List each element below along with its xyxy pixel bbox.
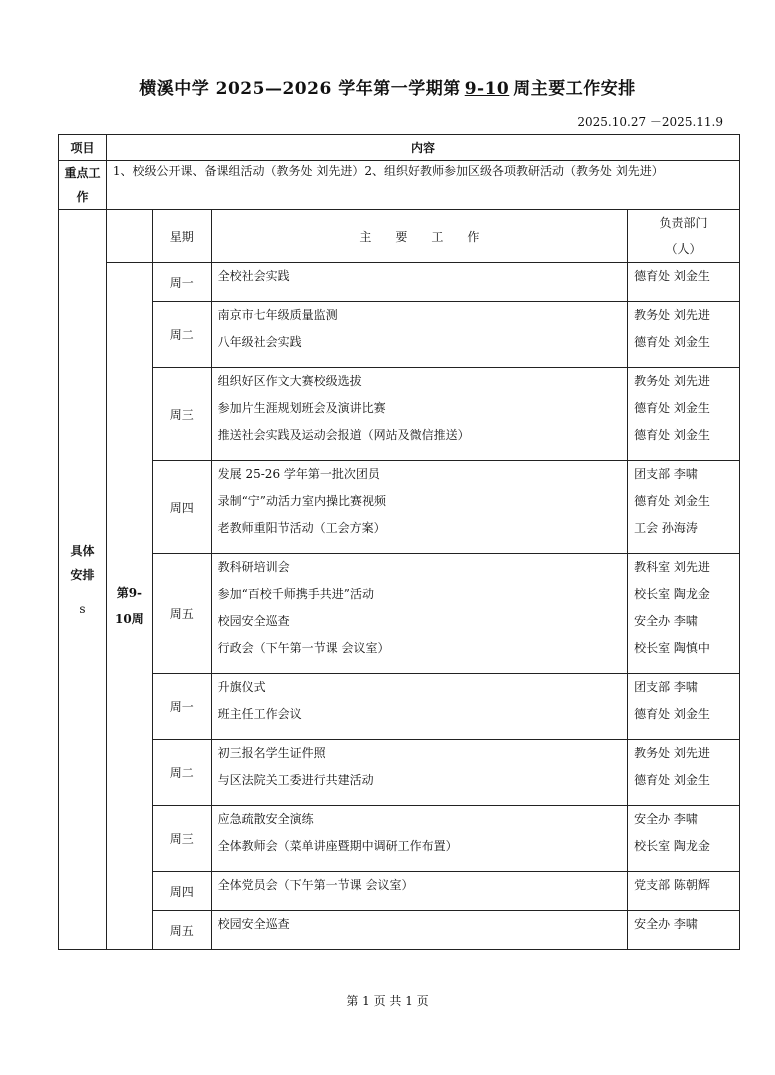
detail-label-cell — [59, 210, 107, 950]
work-item: 初三报名学生证件照 — [217, 746, 326, 760]
work-item: 校园安全巡查 — [217, 614, 290, 628]
work-item: 与区法院关工委进行共建活动 — [217, 773, 374, 787]
dept-cell — [628, 461, 740, 554]
dept-cell — [628, 674, 740, 740]
work-item: 升旗仪式 — [217, 680, 266, 694]
dept-cell — [628, 740, 740, 806]
key-work-row — [59, 161, 740, 210]
work-cell — [211, 911, 627, 950]
work-cell — [211, 461, 627, 554]
dept-item: 教科室 刘先进 — [634, 560, 710, 574]
col-dept — [628, 210, 740, 263]
dept-item: 德育处 刘金生 — [634, 494, 710, 508]
dept-item: 教务处 刘先进 — [634, 374, 710, 388]
day-row — [59, 263, 740, 302]
work-item: 全校社会实践 — [217, 269, 290, 283]
work-cell — [211, 554, 627, 674]
day-row — [59, 554, 740, 674]
dept-item: 教务处 刘先进 — [634, 308, 710, 322]
work-item: 组织好区作文大赛校级选拔 — [217, 374, 362, 388]
weekday-cell: 周一 — [152, 263, 211, 302]
page-footer: 第 1 页 共 1 页 — [346, 994, 429, 1008]
title-prefix: 横溪中学 2025—2026 学年第一学期第 — [139, 79, 461, 99]
work-item: 推送社会实践及运动会报道（网站及微信推送） — [217, 428, 470, 442]
subheader-blank — [106, 210, 152, 263]
detail-label: 具体安排 — [70, 543, 95, 582]
weekday-cell: 周四 — [152, 461, 211, 554]
day-row — [59, 872, 740, 911]
dept-cell — [628, 554, 740, 674]
dept-item: 安全办 李啸 — [634, 917, 698, 931]
week-label: 第9-10周 — [115, 586, 144, 626]
work-cell — [211, 302, 627, 368]
dept-cell — [628, 302, 740, 368]
day-row — [59, 368, 740, 461]
day-row — [59, 302, 740, 368]
work-cell — [211, 872, 627, 911]
week-label-cell — [106, 263, 152, 950]
dept-item: 德育处 刘金生 — [634, 773, 710, 787]
dept-cell — [628, 911, 740, 950]
dept-item: 团支部 李啸 — [634, 467, 698, 481]
dept-cell — [628, 872, 740, 911]
day-row — [59, 674, 740, 740]
work-item: 行政会（下午第一节课 会议室） — [217, 641, 390, 655]
work-item: 参加“百校千师携手共进”活动 — [217, 587, 374, 601]
work-item: 教科研培训会 — [217, 560, 290, 574]
dept-item: 德育处 刘金生 — [634, 269, 710, 283]
work-item: 录制“宁”动活力室内操比赛视频 — [217, 494, 386, 508]
col-dept-label: 负责部门（人） — [659, 216, 708, 256]
work-item: 老教师重阳节活动（工会方案） — [217, 521, 386, 535]
dept-item: 安全办 李啸 — [634, 614, 698, 628]
header-item: 项目 — [59, 135, 107, 161]
dept-item: 安全办 李啸 — [634, 812, 698, 826]
page-title — [0, 74, 775, 99]
work-item: 参加片生涯规划班会及演讲比赛 — [217, 401, 386, 415]
work-cell — [211, 740, 627, 806]
dept-item: 德育处 刘金生 — [634, 401, 710, 415]
weekday-cell: 周三 — [152, 368, 211, 461]
work-item: 发展 25-26 学年第一批次团员 — [217, 467, 380, 481]
work-cell — [211, 368, 627, 461]
work-item: 校园安全巡查 — [217, 917, 290, 931]
work-cell — [211, 806, 627, 872]
date-range: 2025.10.27 －2025.11.9 — [577, 115, 723, 129]
dept-item: 德育处 刘金生 — [634, 707, 710, 721]
work-cell — [211, 263, 627, 302]
work-item: 八年级社会实践 — [217, 335, 302, 349]
weekday-cell: 周三 — [152, 806, 211, 872]
weekday-cell: 周四 — [152, 872, 211, 911]
dept-item: 德育处 刘金生 — [634, 335, 710, 349]
dept-item: 校长室 陶龙金 — [634, 587, 710, 601]
weekday-cell: 周五 — [152, 911, 211, 950]
title-suffix: 周主要工作安排 — [513, 79, 636, 99]
header-content: 内容 — [106, 135, 739, 161]
day-row — [59, 461, 740, 554]
dept-cell — [628, 368, 740, 461]
work-cell — [211, 674, 627, 740]
day-row — [59, 911, 740, 950]
work-item: 应急疏散安全演练 — [217, 812, 314, 826]
header-row — [59, 135, 740, 161]
dept-item: 党支部 陈朝辉 — [634, 878, 710, 892]
key-work-text: 1、校级公开课、备课组活动（教务处 刘先进）2、组织好教师参加区级各项教研活动（教务处 刘先进） — [106, 161, 739, 210]
dept-item: 校长室 陶龙金 — [634, 839, 710, 853]
title-weeks: 9-10 — [464, 79, 510, 99]
work-item: 南京市七年级质量监测 — [217, 308, 338, 322]
col-work: 主 要 工 作 — [211, 210, 627, 263]
work-item: 全体教师会（菜单讲座暨期中调研工作布置） — [217, 839, 458, 853]
weekday-cell: 周一 — [152, 674, 211, 740]
dept-item: 德育处 刘金生 — [634, 428, 710, 442]
key-work-label: 重点工作 — [59, 161, 107, 210]
subheader-row — [59, 210, 740, 263]
dept-item: 教务处 刘先进 — [634, 746, 710, 760]
schedule-table — [58, 134, 740, 950]
day-row — [59, 806, 740, 872]
weekday-cell: 周二 — [152, 740, 211, 806]
day-row — [59, 740, 740, 806]
work-item: 班主任工作会议 — [217, 707, 302, 721]
dept-item: 团支部 李啸 — [634, 680, 698, 694]
dept-item: 工会 孙海涛 — [634, 521, 698, 535]
dept-item: 校长室 陶慎中 — [634, 641, 710, 655]
weekday-cell: 周五 — [152, 554, 211, 674]
dept-cell — [628, 263, 740, 302]
col-weekday: 星期 — [152, 210, 211, 263]
dept-cell — [628, 806, 740, 872]
detail-note: s — [79, 601, 86, 616]
weekday-cell: 周二 — [152, 302, 211, 368]
work-item: 全体党员会（下午第一节课 会议室） — [217, 878, 414, 892]
